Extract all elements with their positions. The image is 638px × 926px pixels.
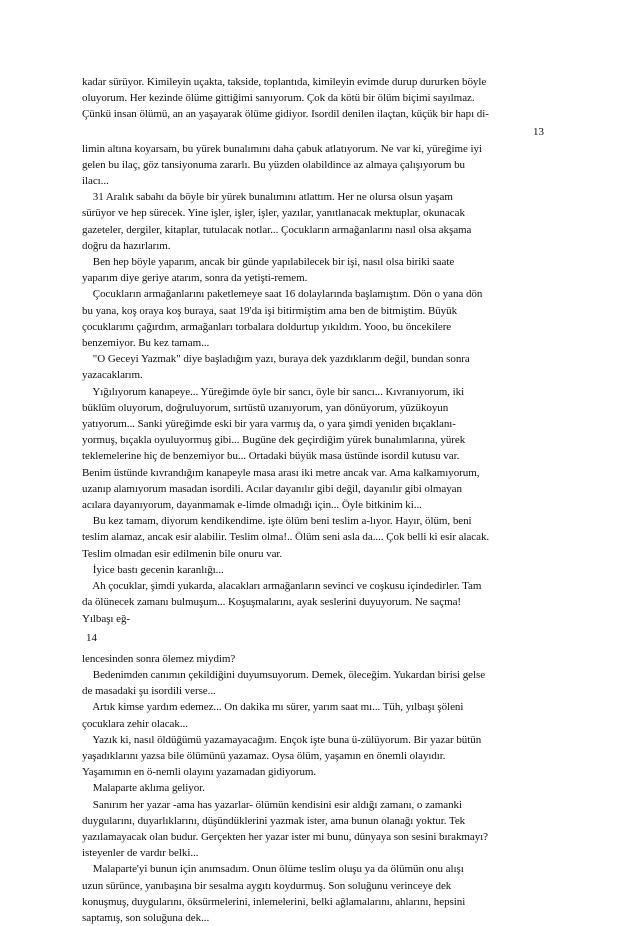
text-line: Yaşamımın en ö-nemli olayını yazamadan gidiyorum.	[82, 766, 317, 779]
text-line: Ben hep böyle yaparım, ancak bir günde yapılabilecek bir işi, nasıl olsa biriki saate	[82, 256, 455, 269]
text-line: Çocukların armağanlarını paketlemeye saat 16 dolaylarında başlamıştım. Dön o yana dön	[82, 288, 483, 301]
page-number-14: 14	[86, 631, 97, 644]
text-line: çocuklara zehir olacak...	[82, 717, 188, 730]
text-line: limin altına koyarsam, bu yürek bunalımını daha çabuk atlatıyorum. Ne var ki, yüreğime iyi	[82, 142, 482, 155]
text-line: yaşadıklarını yazsa bile ölümünü yazamaz. Oysa ölüm, yaşamın en önemli olayıdır.	[82, 749, 446, 762]
text-line: Yazık ki, nasıl öldüğümü yazamayacağım. Ençok işte buna ü-zülüyorum. Bir yazar bütün	[82, 733, 482, 746]
text-line: acılara dayanıyorum, dayanmamak e-limde olmadığı için... Öyle bitkinim ki...	[82, 499, 422, 512]
text-line: sürüyor ve hep sürecek. Yine işler, işler, işler, yazılar, yanıtlanacak mektuplar, okunacak	[82, 207, 465, 220]
text-line: yatıyorum... Sanki yüreğimde eski bir yara varmış da, o yara şimdi yeniden bıçaklanı-	[82, 418, 456, 431]
text-line: gelen bu ilaç, göz tansiyonuma zararlı. Bu yüzden olabildince az almaya çalışıyorum bu	[82, 158, 466, 171]
text-line: Yılbaşı eğ-	[82, 612, 131, 625]
text-line: konuşmuş, duygularını, öksürmelerini, inlemelerini, belki ağlamalarını, ahlarını, hepsini	[82, 895, 466, 908]
text-line: isteyenler de vardır belki...	[82, 847, 199, 860]
text-line: Yığılıyorum kanapeye... Yüreğimde öyle bir sancı, öyle bir sancı... Kıvranıyorum, iki	[82, 385, 465, 398]
text-line: Çünkü insan ölümü, an an yaşayarak ölüme gidiyor. Isordil denilen ilaçtan, küçük bir hapı di-	[82, 108, 489, 121]
text-line: duygularını, duyarlıklarını, düşündüklerini yazmak ister, ama bunun olanağı yoktur. Tek	[82, 814, 466, 827]
text-line: kadar sürüyor. Kimileyin uçakta, takside, toplantıda, kimileyin evimde durup dururken böyle	[82, 76, 487, 88]
page-number-13: 13	[533, 125, 544, 138]
text-line: yaparım diye geriye atarım, sonra da yetişti-remem.	[82, 272, 308, 285]
text-line: benzemiyor. Bu kez tamam...	[82, 337, 210, 350]
text-line: Teslim olmadan esir edilmenin bile onuru var.	[82, 547, 283, 560]
text-line: Malaparte aklıma geliyor.	[82, 782, 205, 795]
text-line: da ölünecek zamanı bulmuşum... Koşuşmalarını, ayak seslerini duyuyorum. Ne saçma!	[82, 596, 462, 609]
text-line: teslim alamaz, ancak esir alabilir. Teslim olma!.. Ölüm seni asla da.... Çok belli ki esir alacak.	[82, 531, 490, 544]
text-line: Bu kez tamam, diyorum kendikendime. işte ölüm beni teslim a-lıyor. Hayır, ölüm, beni	[82, 515, 472, 528]
text-line: İyice bastı gecenin karanlığı...	[82, 563, 224, 576]
text-line: Artık kimse yardım edemez... On dakika mı sürer, yarım saat mı... Tüh, yılbaşı şöleni	[82, 701, 464, 714]
text-line: Ah çocuklar, şimdi yukarda, alacakları armağanların sevinci ve coşkusu içindedirler. Tam	[82, 580, 482, 593]
text-line: de masadaki şu isordili verse...	[82, 685, 216, 698]
text-line: bu yana, koş oraya koş buraya, saat 19'da işi bitirmiştim ama ben de bitmiştim. Büyük	[82, 304, 458, 317]
text-line: yazılamayacak olan budur. Gerçekten her yazar ister mi bunu, dünyaya son sesini bırakmayı?	[82, 830, 489, 843]
text-line: Benim üstünde kıvrandığım kanapeyle masa arası iki metre ancak var. Ama kalkamıyorum,	[82, 466, 480, 479]
text-line: saptamış, son soluğuna dek...	[82, 911, 210, 924]
text-line: uzun sürünce, yanıbaşına bir sesalma aygıtı koydurmuş. Son soluğunu verinceye dek	[82, 879, 452, 892]
text-line: büklüm oluyorum, doğruluyorum, sırtüstü uzanıyorum, yan dönüyorum, yüzükoyun	[82, 401, 449, 414]
text-block-top	[82, 74, 546, 123]
book-page	[82, 74, 546, 926]
text-block-bottom	[82, 651, 546, 926]
text-line: oluyorum. Her kezinde ölüme gittiğimi sanıyorum. Çok da kötü bir ölüm biçimi sayılmaz.	[82, 92, 475, 105]
text-line: yormuş, bıçakla oyuluyormuş gibi... Bugüne dek geçirdiğim yürek bunalımlarına, yürek	[82, 434, 466, 447]
text-line: Malaparte'yi bunun için anımsadım. Onun ölüme teslim oluşu ya da ölümün onu alışı	[82, 863, 464, 876]
text-line: lencesinden sonra ölemez miydim?	[82, 652, 236, 665]
text-line: 31 Aralık sabahı da böyle bir yürek bunalımını atlattım. Her ne olursa olsun yaşam	[82, 191, 453, 204]
text-line: uzanıp alamıyorum masadan isordili. Acılar dayanılır gibi değil, dayanılır gibi olmayan	[82, 482, 462, 495]
text-line: teklemelerine hiç de benzemiyor bu... Ortadaki büyük masa üstünde isordil kutusu var.	[82, 450, 460, 463]
text-line: yazacaklarım.	[82, 369, 143, 382]
text-line: ilacı...	[82, 175, 109, 188]
text-line: Sanırım her yazar -ama has yazarlar- ölümün kendisini esir aldığı zamanı, o zamanki	[82, 798, 462, 811]
text-block-middle	[82, 141, 546, 627]
text-line: "O Geceyi Yazmak" diye başladığım yazı, buraya dek yazdıklarım değil, bundan sonra	[82, 353, 470, 366]
text-line: çocuklarımı çağırdım, armağanları torbalara doldurtup yıkıldım. Yooo, bu öncekilere	[82, 320, 452, 333]
text-line: gazeteler, dergiler, kitaplar, tutulacak notlar... Çocukların armağanlarını nasıl olsa akşama	[82, 223, 472, 236]
text-line: Bedenimden canımın çekildiğini duyumsuyorum. Demek, öleceğim. Yukardan birisi gelse	[82, 668, 486, 681]
text-line: doğru da hazırlarım.	[82, 239, 171, 252]
